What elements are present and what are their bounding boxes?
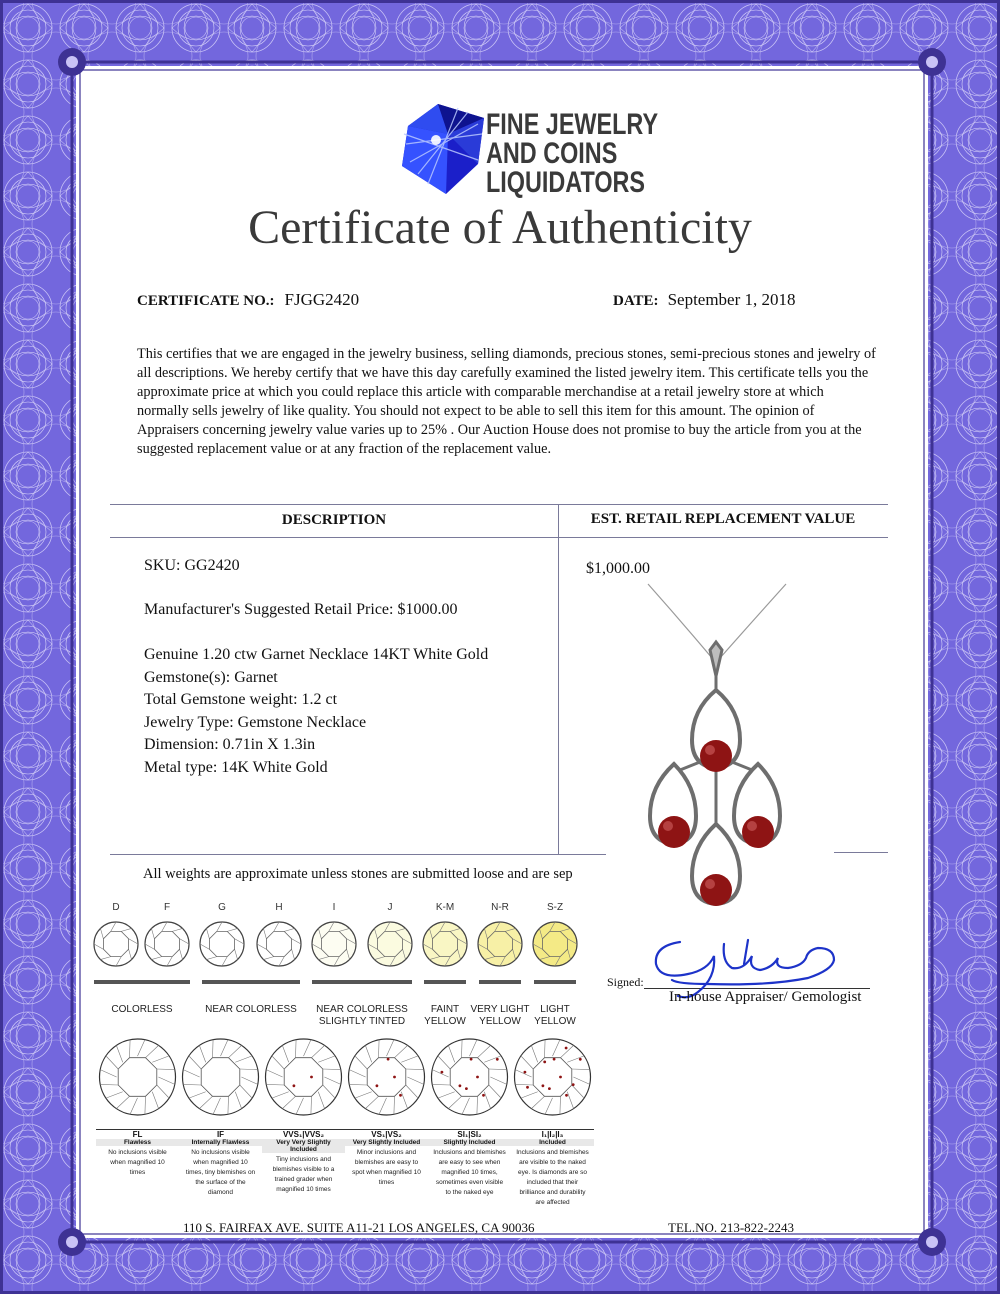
clarity-code: FL [96, 1129, 179, 1139]
color-grade-letter: D [112, 902, 120, 913]
clarity-description: No inclusions visible when magnified 10 times [108, 1149, 167, 1176]
color-group-bracket [479, 980, 521, 984]
certificate-number-label: CERTIFICATE NO.: [137, 293, 275, 309]
color-grade-diamond [423, 922, 467, 966]
table-bottom-rule [110, 854, 606, 855]
gem-logo-icon [398, 104, 488, 196]
color-grade-diamond [533, 922, 577, 966]
detail-line: Jewelry Type: Gemstone Necklace [144, 713, 367, 731]
logo-line-3: LIQUIDATORS [486, 166, 646, 199]
clarity-description: Inclusions and blemishes are easy to see when magnified 10 times, sometimes even visible to the naked eye [433, 1149, 506, 1196]
certificate-number-row [137, 290, 359, 310]
logo-line-2: AND COINS [486, 137, 618, 170]
clarity-grade-column [262, 1036, 345, 1195]
color-grade-letter: J [387, 902, 393, 913]
color-group-bracket [202, 980, 300, 984]
clarity-grade-column [96, 1036, 179, 1178]
clarity-code: IF [179, 1129, 262, 1139]
weights-note-text: All weights are approximate unless stones are submitted loose and are sep [143, 866, 573, 882]
clarity-description: No inclusions visible when magnified 10 times, tiny blemishes on the surface of the diamond [185, 1149, 256, 1196]
certificate-date-label: DATE: [613, 293, 659, 309]
clarity-code: SI₁|SI₂ [428, 1129, 511, 1139]
color-group-bracket [94, 980, 190, 984]
table-top-rule [110, 504, 888, 505]
color-group-bracket [424, 980, 466, 984]
footer-phone: TEL.NO. 213-822-2243 [668, 1220, 795, 1235]
value-header: EST. RETAIL REPLACEMENT VALUE [590, 511, 856, 527]
table-bottom-rule-right [834, 852, 888, 853]
clarity-diamond [96, 1036, 179, 1118]
color-grade-letter: F [163, 902, 171, 913]
clarity-diamond [428, 1036, 511, 1118]
color-grade-letter: G [218, 902, 226, 913]
clarity-grade-column [428, 1036, 511, 1198]
color-grade-diamond [257, 922, 301, 966]
weights-note [143, 866, 605, 883]
certificate-date: September 1, 2018 [667, 290, 796, 309]
color-grade-diamond [200, 922, 244, 966]
msrp: Manufacturer's Suggested Retail Price: $1000.00 [144, 601, 458, 618]
clarity-code: VVS₁|VVS₂ [262, 1129, 345, 1139]
clarity-name: Very Slightly Included [345, 1139, 428, 1146]
clarity-diamond [179, 1036, 262, 1118]
detail-line: Dimension: 0.71in X 1.3in [144, 736, 316, 753]
clarity-code: I₁|I₂|I₃ [511, 1129, 594, 1139]
clarity-grade-chart [96, 1036, 594, 1216]
clarity-name: Included [511, 1139, 594, 1146]
clarity-grade-column [511, 1036, 594, 1208]
clarity-name: Very Very Slightly Included [262, 1139, 345, 1153]
color-group-label: FAINT YELLOW [424, 1004, 466, 1027]
table-header-rule [110, 537, 888, 538]
clarity-name: Internally Flawless [179, 1139, 262, 1146]
clarity-diamond [345, 1036, 428, 1118]
footer-address: 110 S. FAIRFAX AVE. SUITE A11-21 LOS ANGELES, CA 90036 [183, 1220, 535, 1235]
logo-line-1: FINE JEWELRY [486, 108, 659, 141]
color-group-label: LIGHT YELLOW [534, 1004, 576, 1027]
certificate-date-row [613, 290, 796, 310]
color-group-label: NEAR COLORLESS SLIGHTLY TINTED [316, 1004, 408, 1027]
certification-statement: This certifies that we are engaged in the jewelry business, selling diamonds, precious stones, semi-precious stones and jewelry of all descriptions. We hereby certify that we have this day carefully examined the listed jewelry item. This certificate tells you the approximate price at which you could replace this article with comparable merchandise at a retail jewelry store at which normally sells jewelry of like quality. You should not expect to be able to sell this item for this amount. The opinion of Appraisers concerning jewelry value varies up to 25% . Our Auction House does not promise to buy the article from you at the suggested replacement value or at any fraction of the replacement value. [137, 346, 876, 457]
color-grade-letter: N-R [491, 902, 509, 913]
detail-line: Metal type: 14K White Gold [144, 758, 328, 776]
color-grade-diamond [368, 922, 412, 966]
detail-line: Genuine 1.20 ctw Garnet Necklace 14KT White Gold [144, 646, 489, 663]
detail-line: Gemstone(s): Garnet [144, 668, 278, 686]
signed-label: Signed: [607, 975, 644, 989]
detail-line: Total Gemstone weight: 1.2 ct [144, 691, 338, 708]
color-grade-letter: S-Z [546, 902, 564, 913]
page-title: Certificate of Authenticity [248, 201, 752, 254]
color-grade-letter: H [275, 902, 283, 913]
clarity-diamond [262, 1036, 345, 1118]
clarity-description: Minor inclusions and blemishes are easy to spot when magnified 10 times [352, 1149, 421, 1186]
color-grade-diamond [145, 922, 189, 966]
sku: SKU: GG2420 [144, 557, 240, 574]
color-group-label: VERY LIGHT YELLOW [470, 1004, 530, 1027]
clarity-grade-column [179, 1036, 262, 1198]
certificate-number: FJGG2420 [284, 290, 360, 309]
company-logo [398, 104, 659, 204]
color-grade-letter: K-M [435, 902, 455, 913]
color-grade-diamond [478, 922, 522, 966]
color-group-bracket [534, 980, 576, 984]
clarity-diamond [511, 1036, 594, 1118]
table-column-divider [558, 504, 559, 854]
color-group-bracket [312, 980, 412, 984]
color-grade-letter: I [332, 902, 336, 913]
clarity-grade-column [345, 1036, 428, 1188]
clarity-name: Slightly Included [428, 1139, 511, 1146]
necklace-photo [600, 580, 820, 920]
color-grade-chart [90, 898, 600, 1033]
item-details [144, 644, 488, 779]
color-group-label: COLORLESS [111, 1004, 173, 1015]
color-grade-diamond [94, 922, 138, 966]
clarity-code: VS₁|VS₂ [345, 1129, 428, 1139]
clarity-description: Tiny inclusions and blemishes visible to a trained grader when magnified 10 times [272, 1156, 335, 1193]
color-group-label: NEAR COLORLESS [205, 1004, 297, 1015]
replacement-value: $1,000.00 [586, 560, 650, 577]
color-grade-diamond [312, 922, 356, 966]
clarity-name: Flawless [96, 1139, 179, 1146]
appraiser-title: In-house Appraiser/ Gemologist [669, 989, 862, 1005]
clarity-description: Inclusions and blemishes are visible to the naked eye. Is diamonds are so included that their brilliance and durability are affected [516, 1149, 589, 1206]
description-header: DESCRIPTION [281, 512, 387, 528]
